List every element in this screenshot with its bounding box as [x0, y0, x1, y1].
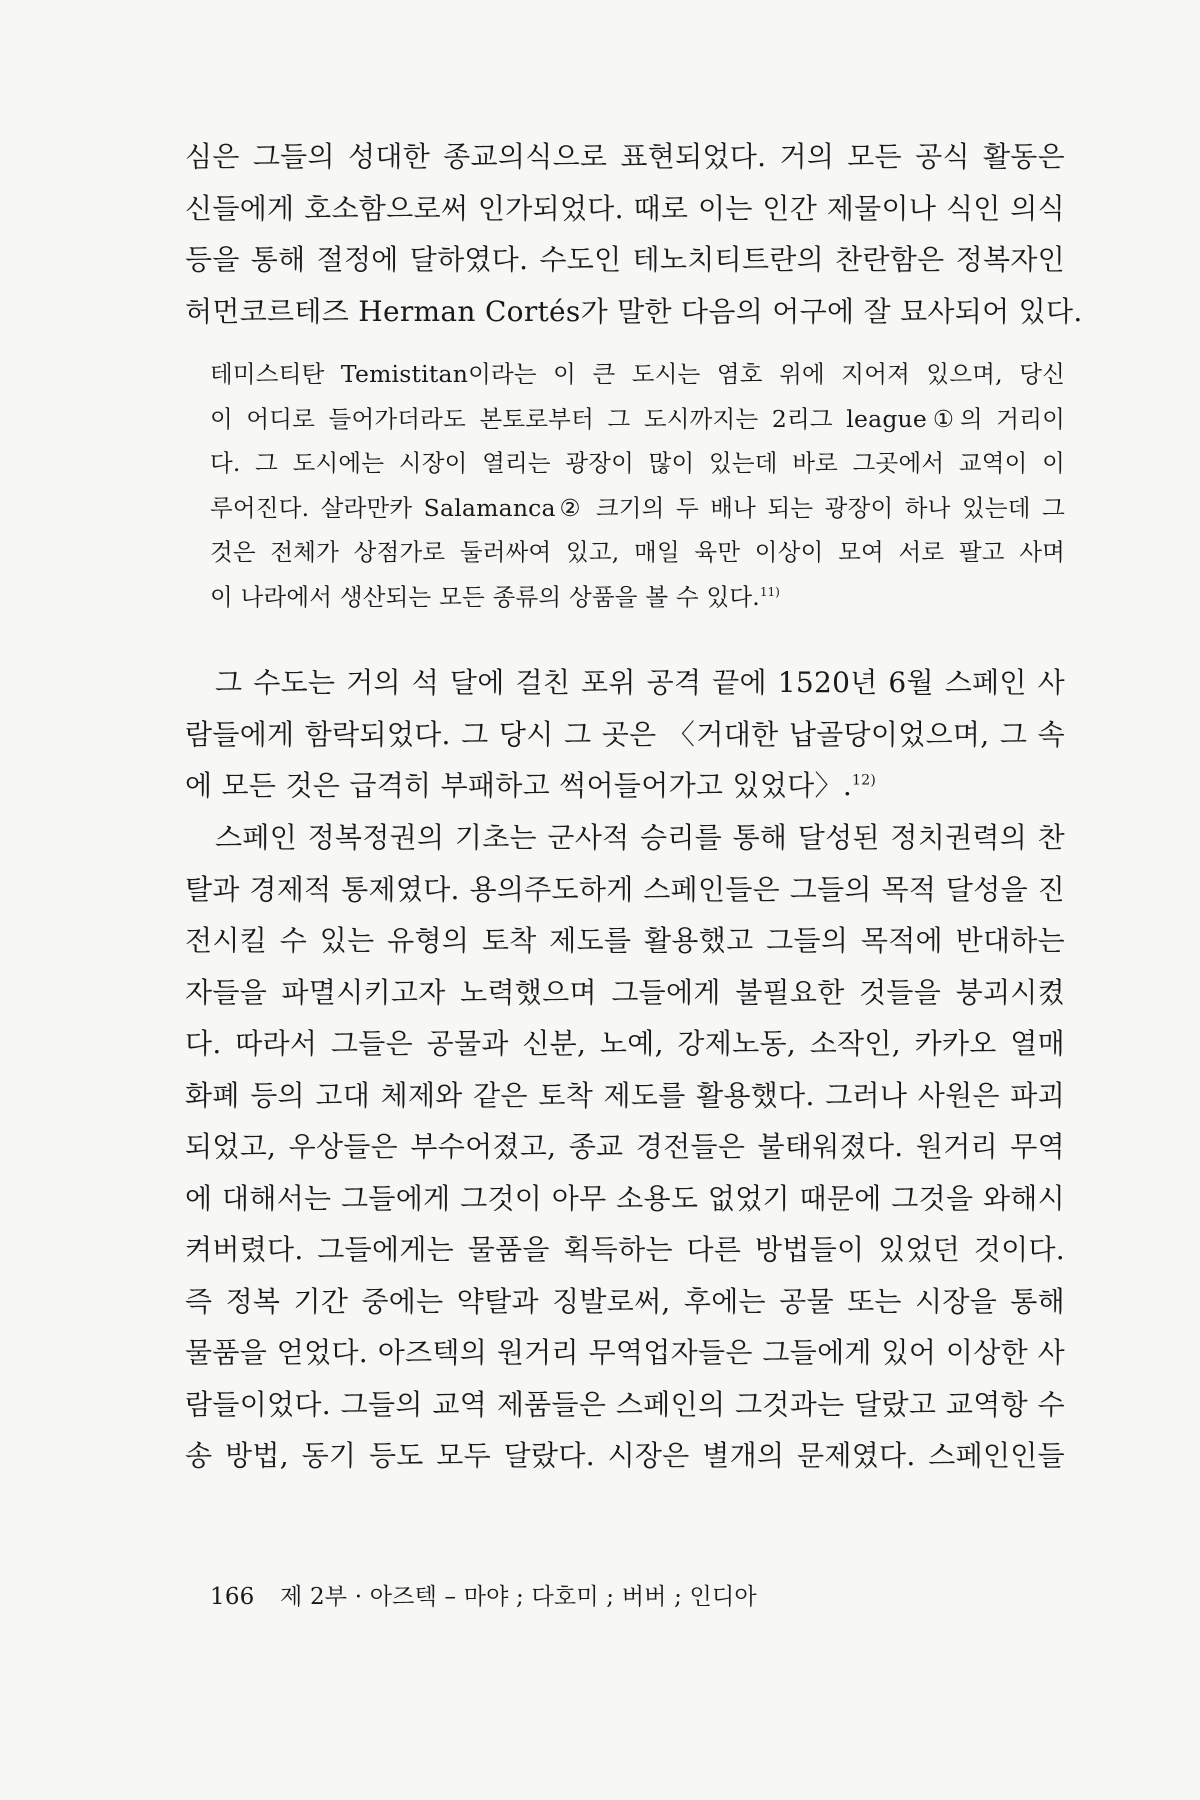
paragraph-line: 그 수도는 거의 석 달에 걸친 포위 공격 끝에 1520년 6월 스페인 사 [215, 666, 1065, 699]
paragraph-line: 심은 그들의 성대한 종교의식으로 표현되었다. 거의 모든 공식 활동은 [185, 140, 1065, 173]
paragraph-line: 화폐 등의 고대 체제와 같은 토착 제도를 활용했다. 그러나 사원은 파괴 [185, 1078, 1065, 1112]
paragraph-line: 물품을 얻었다. 아즈텍의 원거리 무역업자들은 그들에게 있어 이상한 사 [185, 1336, 1065, 1369]
quote-line: 루어진다. 살라만카 Salamanca② 크기의 두 배나 되는 광장이 하나 있는데 그 [210, 493, 1065, 522]
paragraph-2 [185, 657, 1065, 812]
block-quote [210, 352, 1065, 620]
paragraph-line: 자들을 파멸시키고자 노력했으며 그들에게 불필요한 것들을 붕괴시켰 [185, 975, 1065, 1009]
paragraph-3 [185, 812, 1065, 1482]
paragraph-line: 람들에게 함락되었다. 그 당시 그 곳은 〈거대한 납골당이었으며, 그 속 [185, 717, 1065, 751]
paragraph-line [185, 760, 1065, 812]
page-footer [210, 1578, 757, 1611]
page-number: 166 [210, 1584, 255, 1610]
quote-line: 것은 전체가 상점가로 둘러싸여 있고, 매일 육만 이상이 모여 서로 팔고 사며 [210, 538, 1065, 567]
running-title: 제 2부 · 아즈텍 – 마야 ; 다호미 ; 버버 ; 인디아 [280, 1584, 757, 1610]
paragraph-line: 등을 통해 절정에 달하였다. 수도인 테노치티트란의 찬란함은 정복자인 [185, 243, 1065, 276]
paragraph-line: 스페인 정복정권의 기초는 군사적 승리를 통해 달성된 정치권력의 찬 [215, 821, 1065, 854]
paragraph-line: 에 대해서는 그들에게 그것이 아무 소용도 없었기 때문에 그것을 와해시 [185, 1181, 1065, 1215]
quote-line: 이 어디로 들어가더라도 본토로부터 그 도시까지는 2리그 league①의 거리이 [210, 404, 1065, 433]
quote-line: 테미스티탄 Temistitan이라는 이 큰 도시는 염호 위에 지어져 있으며, 당신 [210, 360, 1065, 388]
paragraph-line: 다. 따라서 그들은 공물과 신분, 노예, 강제노동, 소작인, 카카오 열매 [185, 1027, 1065, 1060]
paragraph-line: 즉 정복 기간 중에는 약탈과 징발로써, 후에는 공물 또는 시장을 통해 [185, 1284, 1065, 1318]
quote-line [210, 575, 1065, 620]
footnote-ref: 12) [852, 772, 877, 789]
paragraph-line: 허먼코르테즈 Herman Cortés가 말한 다음의 어구에 잘 묘사되어 있다. [185, 294, 1083, 328]
paragraph-line: 켜버렸다. 그들에게는 물품을 획득하는 다른 방법들이 있었던 것이다. [185, 1233, 1065, 1266]
paragraph-line: 되었고, 우상들은 부수어졌고, 종교 경전들은 불태워졌다. 원거리 무역 [185, 1130, 1065, 1163]
paragraph-1 [185, 131, 1083, 337]
footnote-ref: 11) [759, 585, 781, 600]
quote-line: 다. 그 도시에는 시장이 열리는 광장이 많이 있는데 바로 그곳에서 교역이 이 [210, 449, 1065, 478]
quote-line-text: 이 나라에서 생산되는 모든 종류의 상품을 볼 수 있다. [210, 582, 760, 611]
paragraph-line: 신들에게 호소함으로써 인가되었다. 때로 이는 인간 제물이나 식인 의식 [185, 191, 1065, 225]
paragraph-line: 람들이었다. 그들의 교역 제품들은 스페인의 그것과는 달랐고 교역항 수 [185, 1387, 1065, 1421]
paragraph-line-text: 에 모든 것은 급격히 부패하고 썩어들어가고 있었다〉. [185, 769, 853, 802]
paragraph-line: 송 방법, 동기 등도 모두 달랐다. 시장은 별개의 문제였다. 스페인인들 [185, 1439, 1065, 1472]
paragraph-line: 탈과 경제적 통제였다. 용의주도하게 스페인들은 그들의 목적 달성을 진 [185, 872, 1065, 906]
paragraph-line: 전시킬 수 있는 유형의 토착 제도를 활용했고 그들의 목적에 반대하는 [185, 924, 1065, 957]
